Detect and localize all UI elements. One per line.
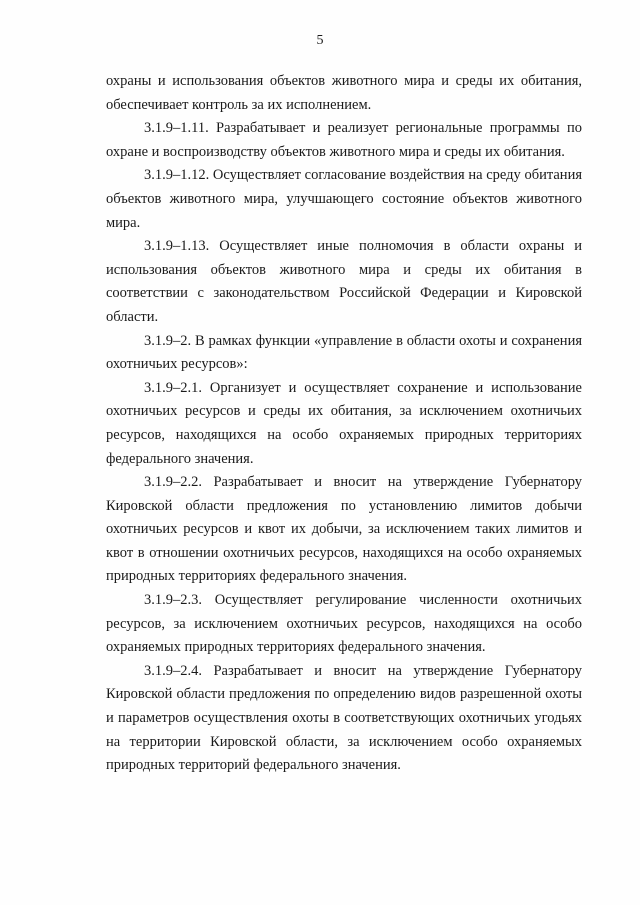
paragraph-3-1-9-2-4: 3.1.9–2.4. Разрабатывает и вносит на утверждение Губернатору Кировской области предложения по определению видов разрешенной охоты и параметров осуществления охоты в соответствующих охотничьих угодьях на территории Кировской области, за исключением особо охраняемых природных территорий федерального значения. <box>106 662 582 774</box>
paragraph-3-1-9-1-12: 3.1.9–1.12. Осуществляет согласование воздействия на среду обитания объектов животного мира, улучшающего состояние объектов животного мира. <box>106 167 582 231</box>
page-number: 5 <box>316 33 324 48</box>
paragraph-3-1-9-1-11: 3.1.9–1.11. Разрабатывает и реализует региональные программы по охране и воспроизводству объектов животного мира и среды их обитания. <box>106 120 582 160</box>
paragraph-3-1-9-2-1: 3.1.9–2.1. Организует и осуществляет сохранение и использование охотничьих ресурсов и среды их обитания, за исключением охотничьих ресурсов, находящихся на особо охраняемых природных территориях федерального значения. <box>106 379 582 467</box>
paragraph-3-1-9-2-3: 3.1.9–2.3. Осуществляет регулирование численности охотничьих ресурсов, за исключением охотничьих ресурсов, находящихся на особо охраняемых природных территориях федерального значения. <box>106 592 582 656</box>
paragraph-continuation: охраны и использования объектов животного мира и среды их обитания, обеспечивает контроль за их исполнением. <box>106 73 582 113</box>
paragraph-3-1-9-2: 3.1.9–2. В рамках функции «управление в области охоты и сохранения охотничьих ресурсов»: <box>106 332 582 373</box>
document-body <box>106 70 582 778</box>
paragraph-3-1-9-1-13: 3.1.9–1.13. Осуществляет иные полномочия в области охраны и использования объектов животного мира и среды их обитания в соответствии с законодательством Российской Федерации и Кировской области. <box>106 238 582 325</box>
paragraph-3-1-9-2-2: 3.1.9–2.2. Разрабатывает и вносит на утверждение Губернатору Кировской области предложения по установлению лимитов добычи охотничьих ресурсов и квот их добычи, за исключением таких лимитов и квот в отношении охотничьих ресурсов, находящихся на особо охраняемых природных территориях федерального значения. <box>106 474 582 585</box>
